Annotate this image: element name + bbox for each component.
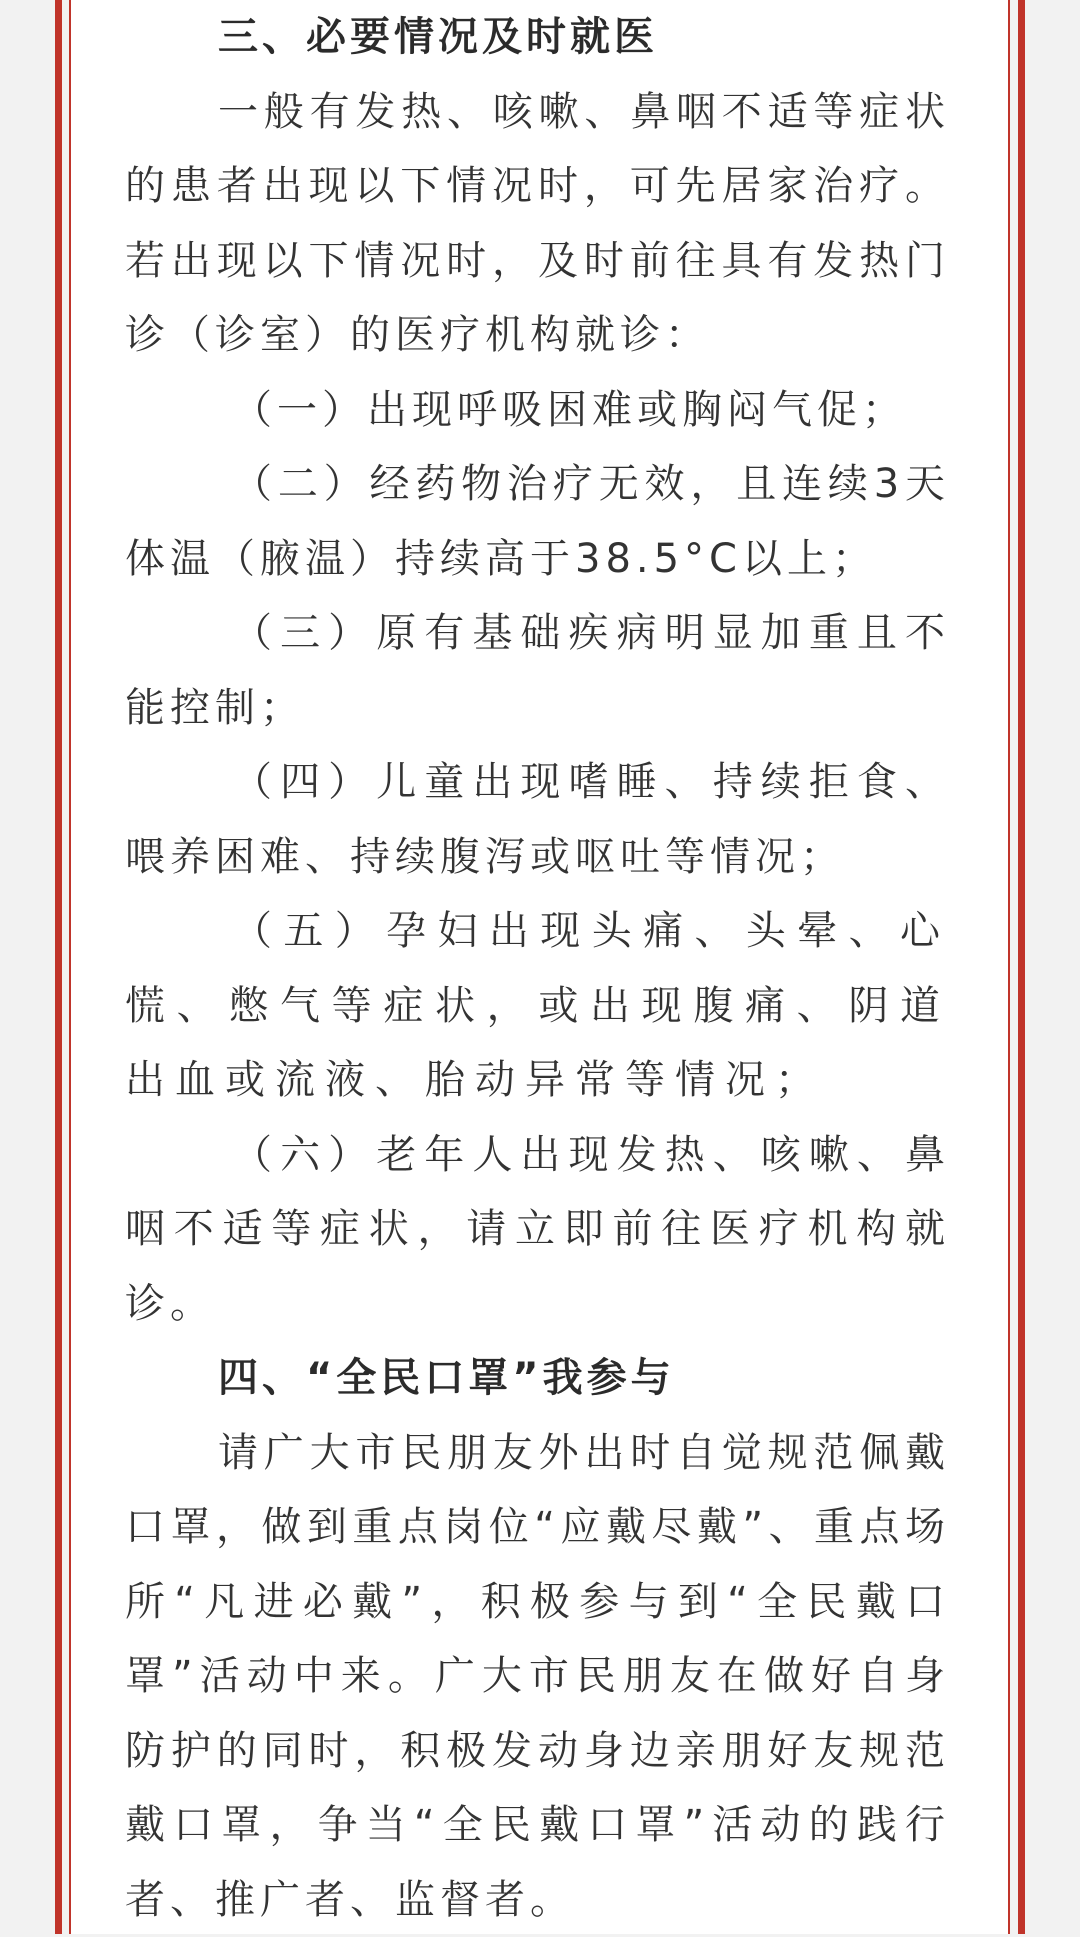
section-3-item-5: （五）孕妇出现头痛、头晕、心慌、憋气等症状，或出现腹痛、阴道出血或流液、胎动异常等情况； — [125, 894, 950, 1118]
section-3-item-1: （一）出现呼吸困难或胸闷气促； — [125, 373, 950, 448]
section-3-item-2: （二）经药物治疗无效，且连续3天体温（腋温）持续高于38.5°C以上； — [125, 447, 950, 596]
article-content — [125, 0, 950, 1937]
section-3-item-4: （四）儿童出现嗜睡、持续拒食、喂养困难、持续腹泻或呕吐等情况； — [125, 745, 950, 894]
section-3-item-6: （六）老年人出现发热、咳嗽、鼻咽不适等症状，请立即前往医疗机构就诊。 — [125, 1118, 950, 1342]
section-3-item-3: （三）原有基础疾病明显加重且不能控制； — [125, 596, 950, 745]
section-3-heading: 三、必要情况及时就医 — [125, 0, 950, 75]
left-border-thick — [55, 0, 62, 1934]
section-3-intro: 一般有发热、咳嗽、鼻咽不适等症状的患者出现以下情况时，可先居家治疗。若出现以下情况时，及时前往具有发热门诊（诊室）的医疗机构就诊： — [125, 75, 950, 373]
section-4-body: 请广大市民朋友外出时自觉规范佩戴口罩，做到重点岗位“应戴尽戴”、重点场所“凡进必戴”，积极参与到“全民戴口罩”活动中来。广大市民朋友在做好自身防护的同时，积极发动身边亲朋好友规范戴口罩，争当“全民戴口罩”活动的践行者、推广者、监督者。 — [125, 1416, 950, 1937]
right-border-thin — [1008, 0, 1010, 1934]
section-4-heading: 四、“全民口罩”我参与 — [125, 1341, 950, 1416]
right-border-thick — [1018, 0, 1025, 1934]
